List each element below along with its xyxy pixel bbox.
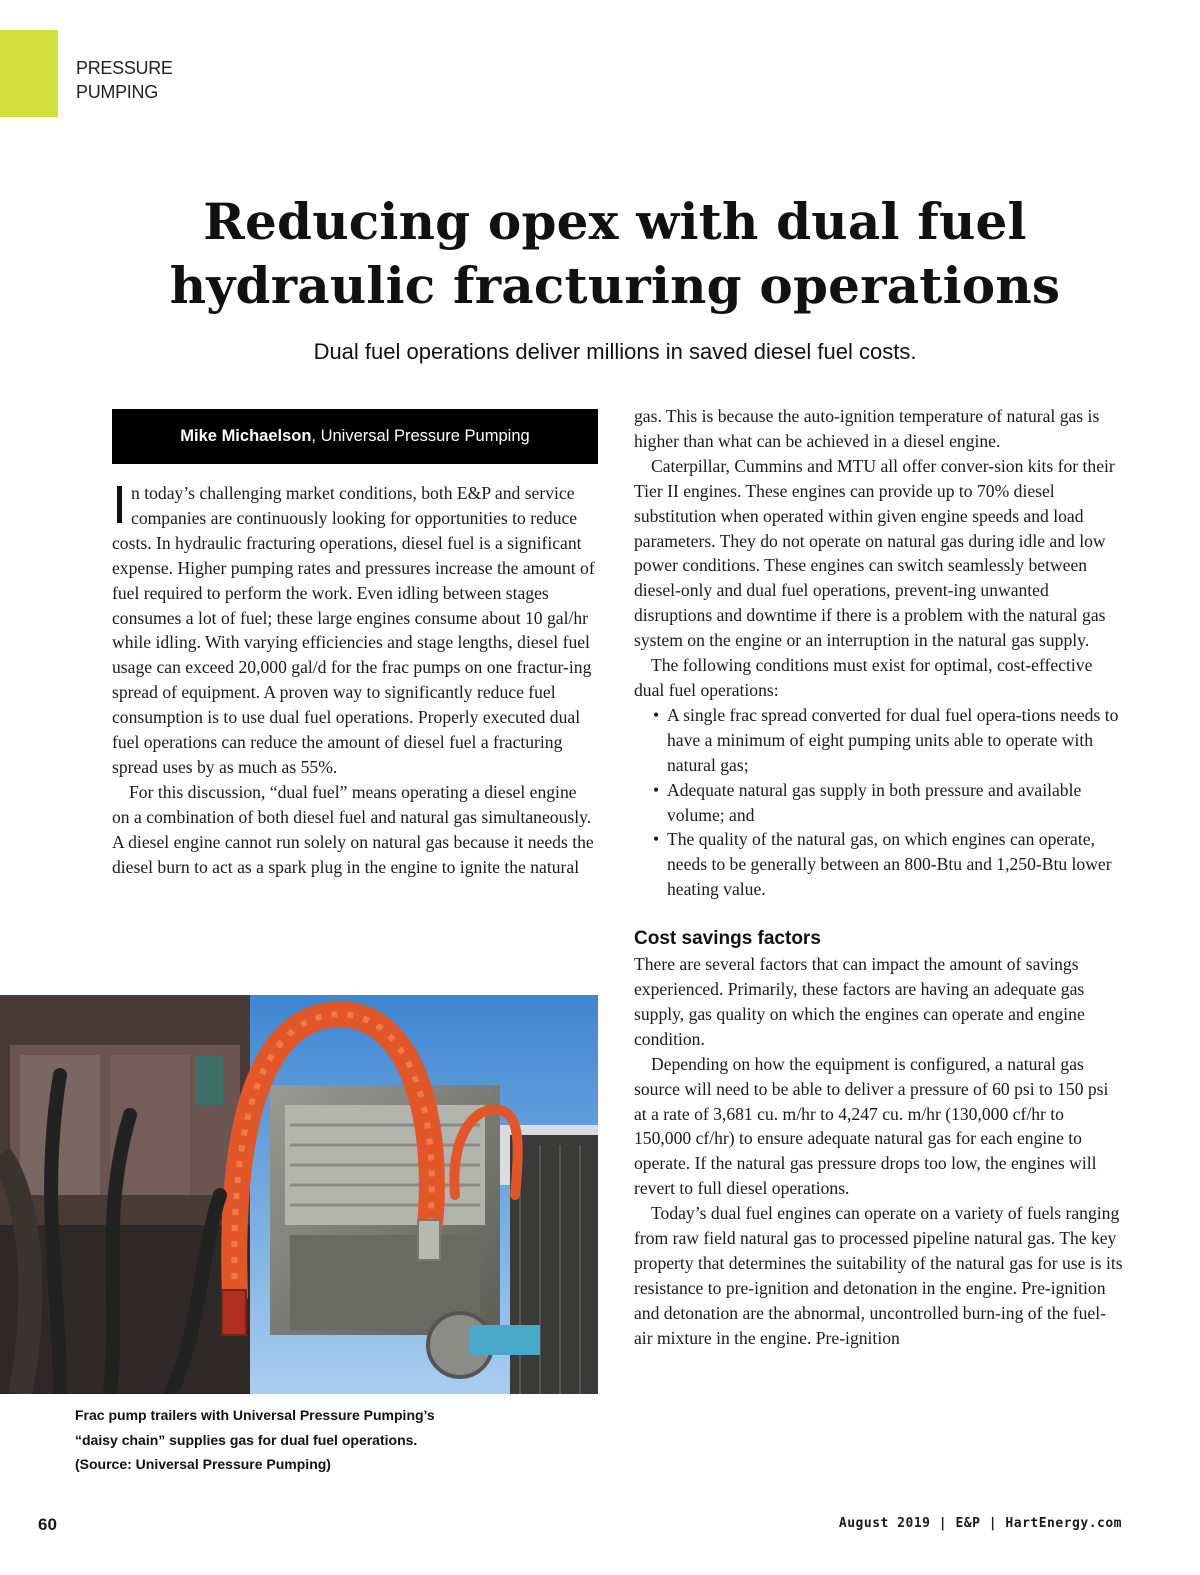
gas-regulator [195, 1055, 223, 1105]
list-item: • Adequate natural gas supply in both pressure and available volume; and [653, 779, 1082, 825]
paragraph-1-text: n today’s challenging market conditions, both E&P and service companies are continuously looking for opportunities to reduce costs. In hydraulic fracturing operations, diesel fuel is a significant expense. Higher pumping rates and pressures increase the amount of fuel required to perform the work. Even idling between stages consumes a lot of fuel; these large engines consume about 10 gal/hr while idling. With varying efficiencies and stage lengths, diesel fuel usage can exceed 20,000 gal/d for the frac pumps on one fractur-ing spread of equipment. A proven way to significantly reduce fuel consumption is to use dual fuel operations. Properly executed dual fuel operations can reduce the amount of diesel fuel a fracturing spread uses by as much as 55%. [112, 483, 595, 777]
caption-line-3: (Source: Universal Pressure Pumping) [75, 1456, 331, 1472]
paragraph-1 [112, 475, 598, 780]
left-column [112, 475, 598, 880]
paragraph-3: Caterpillar, Cummins and MTU all offer conver-sion kits for their Tier II engines. These engines can provide up to 70% diesel substitution when operated within given engine speeds and load parameters. They do not operate on natural gas during idle and low power conditions. These engines can switch seamlessly between diesel-only and dual fuel operations, prevent-ing unwanted disruptions and downtime if there is a problem with the natural gas system on the engine or an interruption in the natural gas supply. [634, 455, 1115, 651]
paragraph-2-continued: gas. This is because the auto-ignition temperature of natural gas is higher than what can be achieved in a diesel engine. [634, 406, 1100, 451]
paragraph-4: The following conditions must exist for optimal, cost-effective dual fuel operations: [634, 655, 1093, 700]
byline-bar [112, 409, 598, 464]
title-line-1: Reducing opex with dual fuel [203, 192, 1027, 251]
paragraph-2: For this discussion, “dual fuel” means operating a diesel engine on a combination of both diesel fuel and natural gas simultaneously. A diesel engine cannot run solely on natural gas because it needs the diesel burn to act as a spark plug in the engine to ignite the natural [112, 781, 594, 877]
list-item: • A single frac spread converted for dual fuel opera-tions needs to have a minimum of eight pumping units able to operate with natural gas; [653, 704, 1119, 775]
article-title [100, 190, 1130, 318]
byline-author: Mike Michaelson [180, 427, 312, 445]
section-label-line1: PRESSURE [76, 58, 173, 78]
section-tab [0, 30, 58, 117]
list-item: • The quality of the natural gas, on which engines can operate, needs to be generally between an 800-Btu and 1,250-Btu lower heating value. [653, 829, 1112, 900]
caption-line-1: Frac pump trailers with Universal Pressure Pumping’s [75, 1407, 435, 1423]
article-subtitle: Dual fuel operations deliver millions in saved diesel fuel costs. [313, 339, 917, 364]
page-number: 60 [38, 1515, 57, 1534]
caption-line-2: “daisy chain” supplies gas for dual fuel operations. [75, 1431, 418, 1448]
frac-pump-photo [0, 995, 598, 1394]
paragraph-6: Depending on how the equipment is configured, a natural gas source will need to be able to deliver a pressure of 60 psi to 150 psi at a rate of 3,681 cu. m/hr to 4,247 cu. m/hr (130,000 cf/hr to 150,000 cf/hr) to ensure adequate natural gas for each engine to operate. If the natural gas pressure drops too low, the engines will revert to full diesel operations. [634, 1053, 1109, 1199]
right-column [634, 404, 1124, 1351]
paragraph-5: There are several factors that can impact the amount of savings experienced. Primarily, these factors are having an adequate gas supply, gas quality on which the engines can operate and engine condition. [634, 954, 1085, 1049]
section-subhead: Cost savings factors [634, 928, 821, 950]
byline-affiliation: , Universal Pressure Pumping [311, 427, 530, 445]
paragraph-7: Today’s dual fuel engines can operate on a variety of fuels ranging from raw field natural gas to processed pipeline natural gas. The key property that determines the suitability of the natural gas for use is its resistance to pre-ignition and detonation in the engine. Pre-ignition and detonation are the abnormal, uncontrolled burn-ing of the fuel-air mixture in the engine. Pre-ignition [634, 1203, 1123, 1348]
photo-caption [75, 1403, 495, 1477]
drop-cap: I [112, 475, 128, 535]
section-label [76, 56, 216, 104]
title-line-2: hydraulic fracturing operations [169, 256, 1061, 315]
bullet-icon: • [653, 704, 660, 725]
bullet-icon: • [653, 829, 660, 850]
section-label-line2: PUMPING [76, 82, 158, 102]
bullet-icon: • [653, 779, 660, 800]
issue-footer: August 2019 | E&P | HartEnergy.com [838, 1516, 1122, 1531]
article-photo [0, 995, 598, 1394]
trailer-right [510, 1135, 598, 1394]
conditions-list [634, 703, 1124, 902]
